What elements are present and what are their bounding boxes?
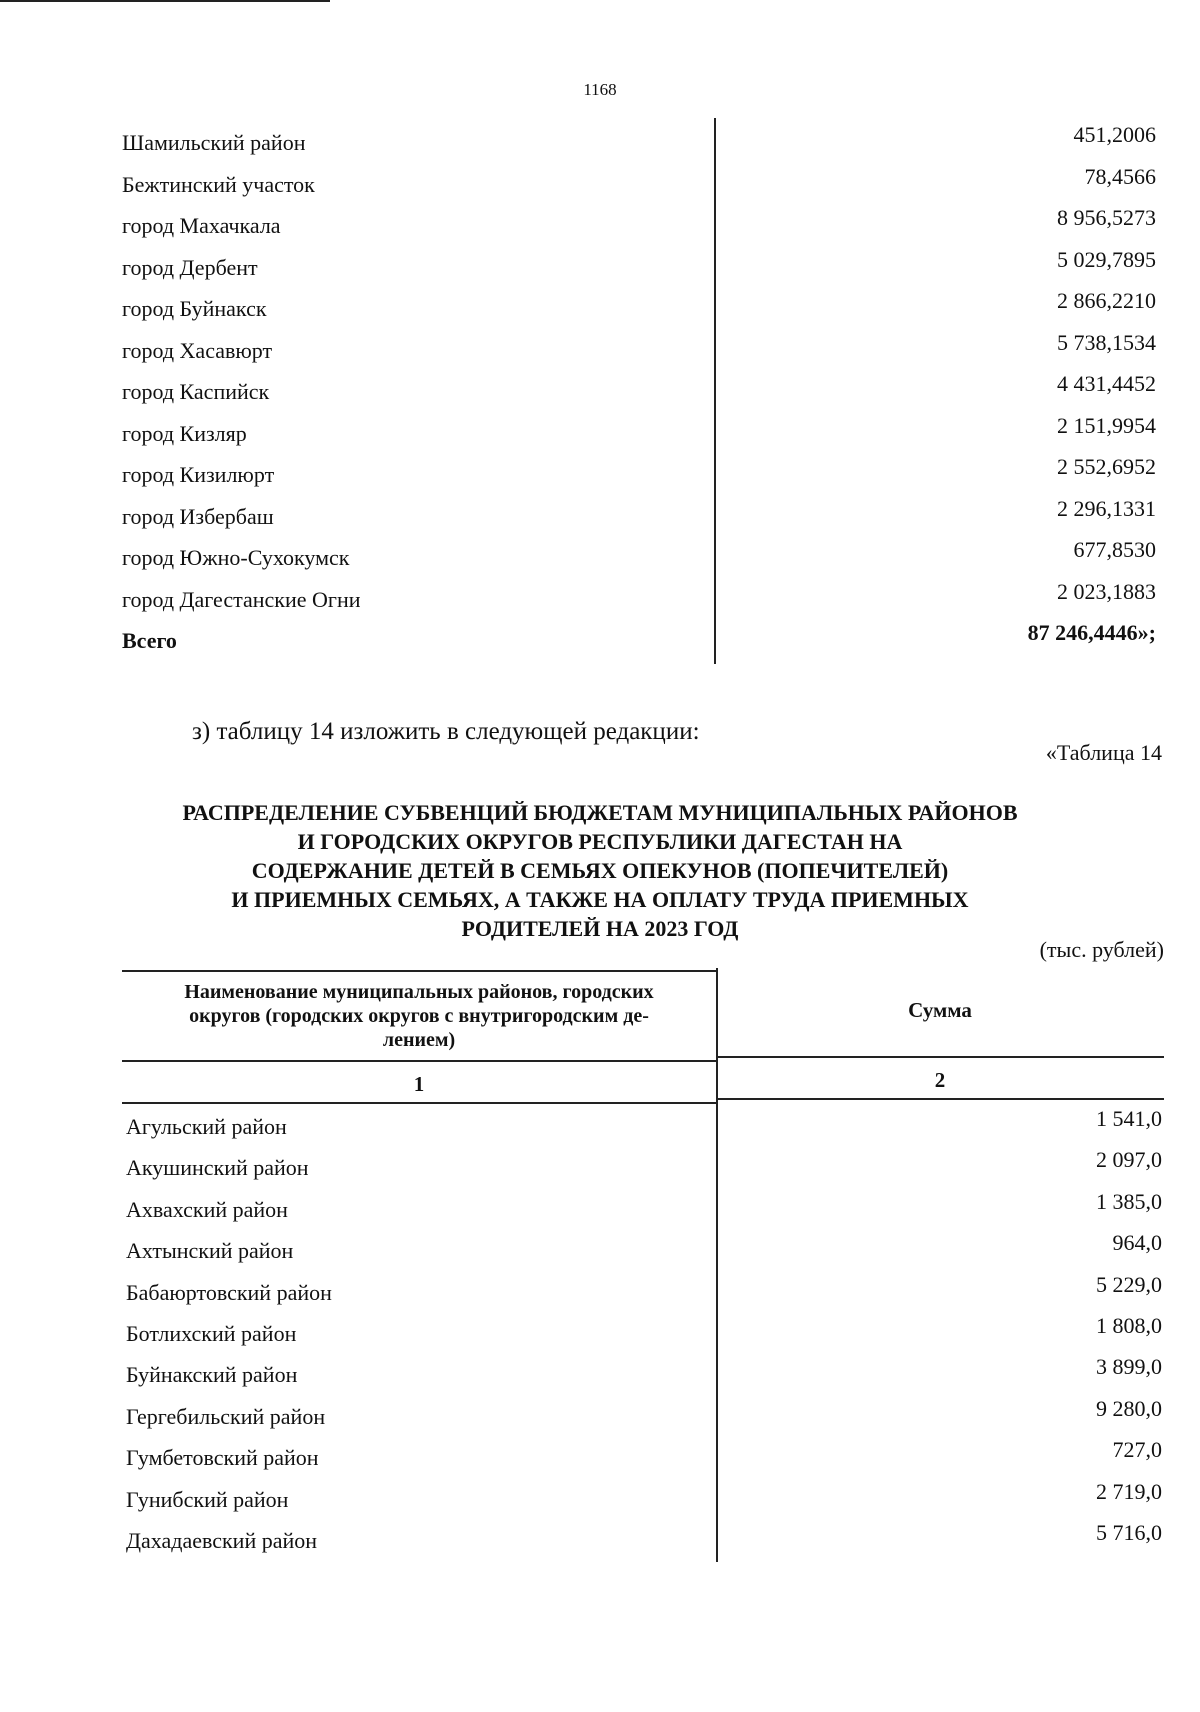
row-name: Гунибский район [126,1486,289,1512]
row-name: город Махачкала [122,213,281,238]
table-row [122,288,1156,324]
table-row [122,495,1156,532]
top-border-line [0,0,330,2]
row-name: Дахадаевский район [126,1528,318,1553]
row-value: 2 296,1331 [1057,495,1156,521]
title-line: И ГОРОДСКИХ ОКРУГОВ РЕСПУБЛИКИ ДАГЕСТАН НА [297,829,903,854]
table-row [122,371,1156,407]
table-row [122,454,1156,490]
table14-title [150,798,1050,943]
table-row [126,1147,1162,1183]
row-name: Ахвахский район [126,1196,288,1222]
header-sum-column: Сумма [908,998,972,1022]
row-name: город Дербент [122,254,258,280]
header-name-line: Наименование муниципальных районов, городских [184,981,654,1003]
header-name-line: округов (городских округов с внутригородским де- [189,1005,649,1027]
row-name: город Каспийск [122,379,270,404]
row-value: 451,2006 [1073,122,1156,147]
row-name: город Южно-Сухокумск [122,545,350,570]
header-name-line: лением) [382,1029,456,1051]
row-name: город Кизляр [122,420,247,446]
table-row [122,412,1156,449]
row-name: Ахтынский район [126,1238,294,1264]
row-name: город Буйнакск [122,296,267,321]
row-name: город Хасавюрт [122,337,273,363]
row-value: 2 719,0 [1096,1478,1162,1504]
table-row [126,1106,1162,1142]
units-label: (тыс. рублей) [1039,937,1164,962]
total-label: Всего [122,628,177,653]
page-number: 1168 [583,80,617,99]
row-value: 8 956,5273 [1057,205,1156,230]
table-row [126,1478,1162,1515]
row-value: 677,8530 [1073,537,1156,562]
title-line: РОДИТЕЛЕЙ НА 2023 ГОД [461,916,739,941]
row-name: Бабаюртовский район [126,1279,332,1305]
row-value: 4 431,4452 [1057,371,1156,396]
table14-top-border [122,970,718,972]
table-row [126,1395,1162,1432]
total-row [122,620,1156,656]
row-value: 5 716,0 [1096,1520,1162,1545]
row-value: 1 385,0 [1096,1188,1162,1214]
row-value: 5 738,1534 [1057,329,1156,355]
table-row [122,329,1156,366]
row-value: 1 541,0 [1096,1106,1162,1131]
numbers-divider-left [122,1102,718,1104]
row-value: 2 023,1883 [1057,578,1156,604]
header-divider-right [716,1056,1164,1058]
title-line: СОДЕРЖАНИЕ ДЕТЕЙ В СЕМЬЯХ ОПЕКУНОВ (ПОПЕЧИТЕЛЕЙ) [251,858,949,883]
title-line: И ПРИЕМНЫХ СЕМЬЯХ, А ТАКЖЕ НА ОПЛАТУ ТРУДА ПРИЕМНЫХ [231,887,969,912]
row-value: 5 029,7895 [1057,246,1156,272]
row-name: Гергебильский район [126,1403,326,1429]
numbers-divider-right [716,1098,1164,1100]
row-name: Бежтинский участок [122,171,315,197]
row-name: город Дагестанские Огни [122,586,361,612]
title-line: РАСПРЕДЕЛЕНИЕ СУБВЕНЦИЙ БЮДЖЕТАМ МУНИЦИПАЛЬНЫХ РАЙОНОВ [182,800,1018,825]
table-row [122,246,1156,283]
table-row [126,1271,1162,1308]
header-name-column [124,980,714,1052]
table14-label: «Таблица 14 [1045,740,1162,765]
row-name: Агульский район [126,1114,287,1139]
column-number-1: 1 [413,1072,425,1096]
total-value: 87 246,4446»; [1027,620,1156,645]
column-number-2: 2 [934,1068,946,1092]
row-value: 964,0 [1112,1230,1162,1256]
table-row [126,1230,1162,1266]
table-row [126,1313,1162,1349]
table-row [122,163,1156,200]
row-value: 1 808,0 [1096,1313,1162,1338]
row-name: Буйнакский район [126,1362,298,1388]
row-value: 5 229,0 [1096,1271,1162,1297]
row-name: Гумбетовский район [126,1445,319,1471]
row-value: 9 280,0 [1096,1395,1162,1421]
row-name: Акушинский район [126,1155,309,1181]
table-row [126,1520,1162,1556]
row-name: город Избербаш [122,503,274,529]
row-value: 78,4566 [1084,163,1156,189]
row-value: 2 097,0 [1096,1147,1162,1173]
table-row [122,205,1156,241]
row-value: 3 899,0 [1096,1354,1162,1380]
row-name: город Кизилюрт [122,462,275,487]
row-name: Ботлихский район [126,1321,297,1346]
row-name: Шамильский район [122,130,306,155]
table-row [122,122,1156,158]
table-row [122,578,1156,615]
table-row [126,1437,1162,1473]
row-value: 727,0 [1112,1437,1162,1463]
row-value: 2 552,6952 [1057,454,1156,479]
row-value: 2 151,9954 [1057,412,1156,438]
instruction-text: з) таблицу 14 изложить в следующей редакции: [192,718,700,745]
table-row [122,537,1156,573]
header-divider-left [122,1060,718,1062]
table-row [126,1354,1162,1390]
table-row [126,1188,1162,1225]
row-value: 2 866,2210 [1057,288,1156,313]
